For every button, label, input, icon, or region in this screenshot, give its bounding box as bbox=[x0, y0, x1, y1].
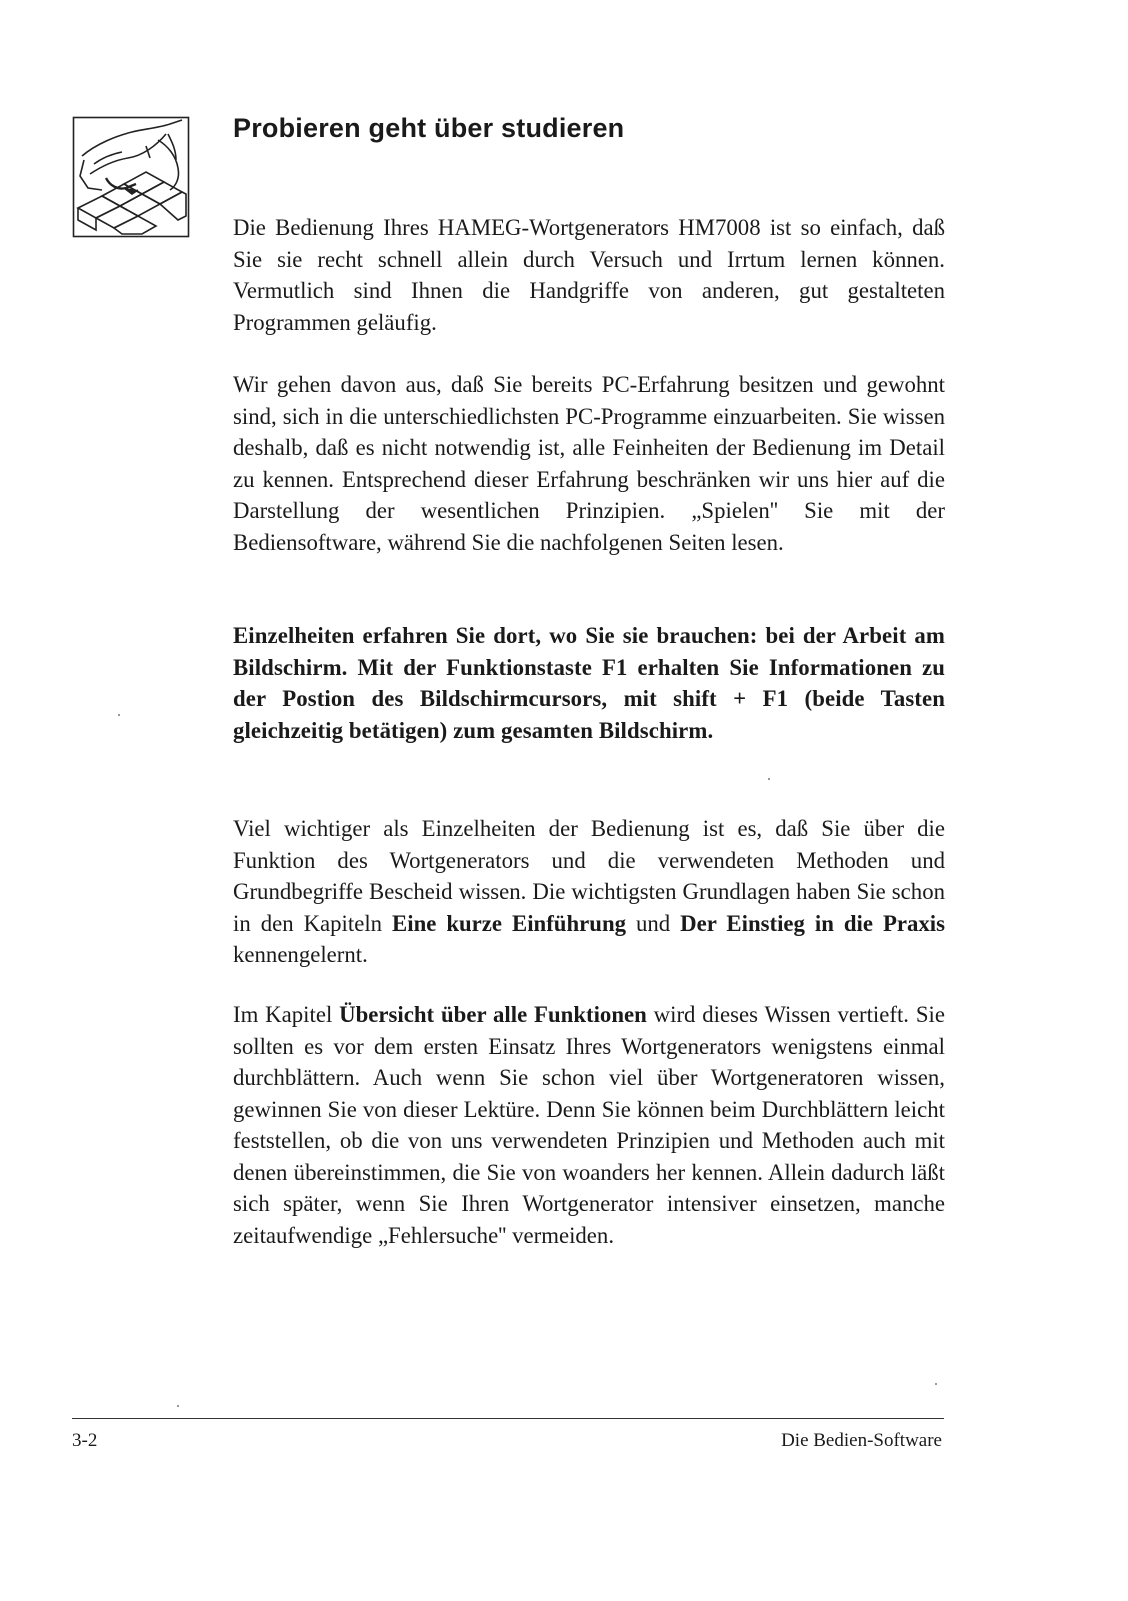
chapter-reference-overview: Übersicht über alle Funktionen bbox=[339, 1002, 647, 1027]
text-run: Viel wichtiger als Einzelheiten der Bedienung ist es, daß Sie über die Funktion des Wortgenerators und die verwendeten Methoden und Grundbegriffe Bescheid wissen. Die wichtigsten Grundlagen haben Sie schon in den Kapiteln bbox=[233, 816, 945, 936]
text-run: Im Kapitel bbox=[233, 1002, 340, 1027]
text-run: und bbox=[626, 910, 681, 936]
page-title: Probieren geht über studieren bbox=[233, 113, 625, 143]
scan-speck bbox=[177, 1405, 179, 1407]
text-run: wird dieses Wissen vertieft. Sie sollten es vor dem ersten Einsatz Ihres Wortgenerators wenigstens einmal durchblättern. Auch wenn Sie schon viel über Wortgeneratoren wissen, gewinnen Sie von dieser Lektüre. Denn Sie können beim Durchblättern leicht feststellen, ob die von uns verwendeten Prinzipien und Methoden auch mit denen übereinstimmen, die Sie von woanders her kennen. Allein dadurch läßt sich später, wenn Sie Ihren Wortgenerator intensiver einsetzen, manche zeitaufwendige „Fehlersuche'' vermeiden. bbox=[233, 1002, 945, 1248]
scan-speck bbox=[935, 1383, 937, 1385]
chapter-reference-intro: Eine kurze Einführung bbox=[392, 910, 627, 936]
paragraph-fundamentals bbox=[233, 813, 945, 971]
paragraph-overview-chapter bbox=[233, 999, 945, 1251]
page-number: 3-2 bbox=[72, 1430, 98, 1451]
hand-on-keyboard-icon bbox=[72, 116, 190, 238]
paragraph-pc-experience: Wir gehen davon aus, daß Sie bereits PC-Erfahrung besitzen und gewohnt sind, sich in die unterschiedlichsten PC-Programme einzuarbeiten. Sie wissen deshalb, daß es nicht notwendig ist, alle Feinheiten der Bedienung im Detail zu kennen. Entsprechend dieser Erfahrung beschränken wir uns hier auf die Darstellung der wesentlichen Prinzipien. „Spielen'' Sie mit der Bediensoftware, während Sie die nachfolgenen Seiten lesen. bbox=[233, 372, 945, 555]
section-title: Die Bedien-Software bbox=[781, 1430, 942, 1451]
footer-divider bbox=[72, 1418, 944, 1419]
paragraph-intro: Die Bedienung Ihres HAMEG-Wortgenerators HM7008 ist so einfach, daß Sie sie recht schnell allein durch Versuch und Irrtum lernen können. Vermutlich sind Ihnen die Handgriffe von anderen, gut gestalteten Programmen geläufig. bbox=[233, 215, 945, 335]
text-run: kennengelernt. bbox=[233, 942, 368, 967]
scan-speck bbox=[118, 714, 120, 716]
paragraph-help-keys: Einzelheiten erfahren Sie dort, wo Sie sie brauchen: bei der Arbeit am Bildschirm. Mit der Funktionstaste F1 erhalten Sie Informationen zu der Postion des Bildschirmcursors, mit shift + F1 (beide Tasten gleichzeitig betätigen) zum gesamten Bildschirm. bbox=[233, 623, 945, 743]
scan-speck bbox=[768, 778, 770, 780]
chapter-reference-practice: Der Einstieg in die Praxis bbox=[680, 910, 946, 936]
